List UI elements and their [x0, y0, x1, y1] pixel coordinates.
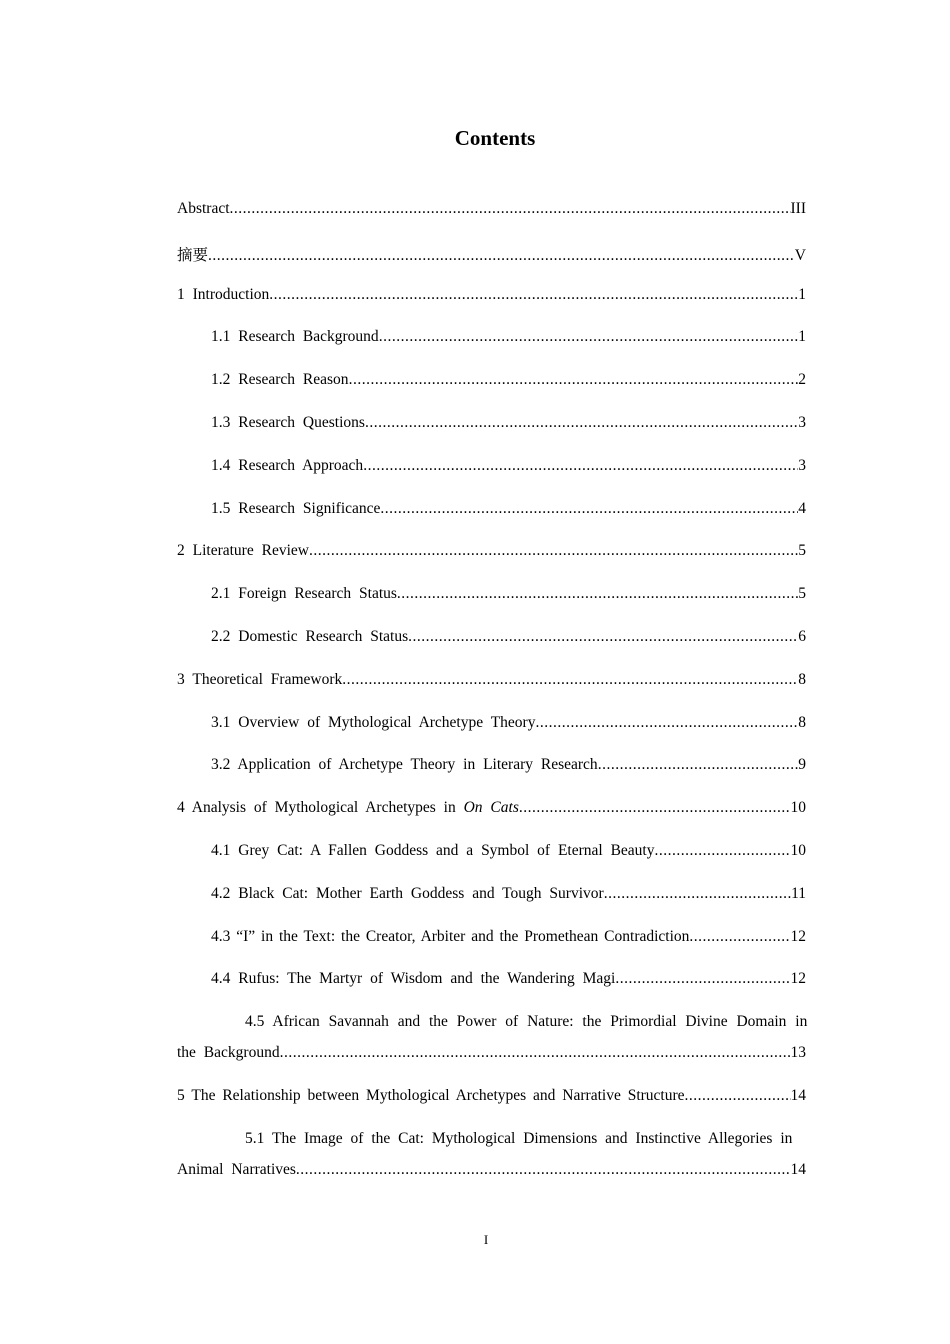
toc-entry[interactable]	[177, 585, 806, 628]
toc-entry-text: 摘要	[177, 246, 209, 264]
toc-entry[interactable]	[177, 671, 806, 714]
dot-leader	[309, 542, 798, 560]
dot-leader	[363, 457, 798, 475]
dot-leader	[208, 247, 795, 265]
page-footer-number: I	[483, 1232, 489, 1247]
toc-page-number: 12	[790, 970, 806, 988]
toc-entry[interactable]	[177, 457, 806, 500]
toc-entry-text: Abstract	[177, 200, 230, 217]
toc-entry-text: 5.1 The Image of the Cat: Mythological Dimensions and Instinctive Allegories in	[245, 1129, 793, 1147]
toc-entry-text: Animal Narratives	[177, 1160, 296, 1178]
dot-leader	[230, 200, 791, 218]
toc-page-number: 10	[790, 799, 806, 817]
toc-entry[interactable]	[177, 542, 806, 585]
toc-entry-text	[177, 799, 519, 817]
toc-entry-text-italic: On Cats	[463, 799, 519, 817]
toc-entry-text: 3 Theoretical Framework	[177, 670, 343, 688]
toc-entry[interactable]	[177, 200, 806, 243]
toc-page-number: 10	[790, 841, 806, 859]
toc-entry[interactable]	[177, 970, 806, 1013]
toc-entry[interactable]	[177, 328, 806, 371]
toc-entry[interactable]	[177, 756, 806, 799]
toc-page-number: 14	[790, 1160, 806, 1178]
toc-entry-text: the Background	[177, 1044, 280, 1062]
dot-leader	[519, 799, 791, 817]
dot-leader	[349, 371, 799, 389]
toc-entry[interactable]	[177, 842, 806, 885]
toc-page-number: 8	[798, 713, 806, 731]
toc-entry[interactable]	[177, 414, 806, 457]
toc-entry-text: 3.1 Overview of Mythological Archetype Theory	[211, 713, 536, 731]
toc-page-number: 2	[798, 371, 806, 389]
dot-leader	[379, 328, 799, 346]
toc-entry-text: 4.3 “I” in the Text: the Creator, Arbiter and the Promethean Contradiction	[211, 927, 690, 945]
dot-leader	[397, 585, 798, 603]
toc-entry-text: 3.2 Application of Archetype Theory in Literary Research	[211, 756, 598, 774]
toc-entry[interactable]	[177, 243, 806, 286]
toc-entry-text: 2.1 Foreign Research Status	[211, 585, 397, 603]
toc-entry-text: 1.1 Research Background	[211, 328, 379, 346]
toc-entry[interactable]	[177, 714, 806, 757]
toc-entry-text: 4.4 Rufus: The Martyr of Wisdom and the Wandering Magi	[211, 970, 616, 988]
toc-page-number: 8	[798, 670, 806, 688]
toc-page-number: 6	[798, 627, 806, 645]
dot-leader	[615, 970, 790, 988]
toc-entry-text-line2	[177, 1044, 806, 1087]
dot-leader	[296, 1161, 791, 1179]
dot-leader	[689, 928, 790, 946]
toc-entry[interactable]	[177, 799, 806, 842]
page-title: Contents	[454, 126, 536, 150]
toc-entry-text: 5 The Relationship between Mythological Archetypes and Narrative Structure	[177, 1086, 685, 1104]
toc-entry-text: 1 Introduction	[177, 285, 270, 303]
dot-leader	[342, 671, 798, 689]
toc-page-number: 5	[798, 585, 806, 603]
dot-leader	[604, 885, 791, 903]
toc-page-number: 3	[798, 413, 806, 431]
toc-entry-text: 4.5 African Savannah and the Power of Nature: the Primordial Divine Domain in	[245, 1013, 808, 1031]
dot-leader	[280, 1044, 791, 1062]
toc-page-number: 1	[798, 285, 806, 303]
table-of-contents	[177, 200, 806, 1204]
toc-entry[interactable]	[177, 1130, 806, 1204]
dot-leader	[365, 414, 798, 432]
toc-entry[interactable]	[177, 1087, 806, 1130]
toc-page-number: 3	[798, 456, 806, 474]
dot-leader	[269, 286, 798, 304]
toc-entry-text-line2	[177, 1161, 806, 1204]
dot-leader	[685, 1087, 791, 1105]
toc-entry[interactable]	[177, 628, 806, 671]
toc-entry-text-main: 4 Analysis of Mythological Archetypes in	[177, 799, 464, 817]
toc-entry-text: 4.2 Black Cat: Mother Earth Goddess and Tough Survivor	[211, 884, 604, 902]
toc-entry[interactable]	[177, 885, 806, 928]
toc-entry[interactable]	[177, 286, 806, 329]
toc-page-number: 14	[790, 1086, 806, 1104]
toc-entry-text: 2.2 Domestic Research Status	[211, 627, 409, 645]
toc-page-number: 5	[798, 542, 806, 560]
toc-page-number: 13	[790, 1044, 806, 1062]
dot-leader	[380, 500, 798, 518]
dot-leader	[535, 714, 798, 732]
toc-entry[interactable]	[177, 928, 806, 971]
toc-entry[interactable]	[177, 371, 806, 414]
dot-leader	[598, 756, 799, 774]
toc-page-number: V	[794, 246, 806, 264]
toc-entry-text: 1.4 Research Approach	[211, 456, 364, 474]
toc-entry-text: 4.1 Grey Cat: A Fallen Goddess and a Symbol of Eternal Beauty	[211, 841, 655, 859]
dot-leader	[655, 842, 791, 860]
toc-entry-text-line1	[177, 1130, 806, 1161]
toc-page-number: 1	[798, 328, 806, 346]
toc-entry-text-line1	[177, 1013, 806, 1044]
toc-page-number: III	[790, 200, 806, 217]
toc-page-number: 11	[791, 884, 806, 902]
toc-entry[interactable]	[177, 500, 806, 543]
toc-entry-text: 1.5 Research Significance	[211, 499, 381, 517]
toc-entry-text: 2 Literature Review	[177, 542, 309, 560]
toc-entry[interactable]	[177, 1013, 806, 1087]
toc-entry-text: 1.3 Research Questions	[211, 413, 365, 431]
toc-page-number: 12	[790, 927, 806, 945]
toc-page-number: 9	[798, 756, 806, 774]
dot-leader	[408, 628, 798, 646]
toc-page-number: 4	[798, 499, 806, 517]
toc-entry-text: 1.2 Research Reason	[211, 371, 349, 389]
